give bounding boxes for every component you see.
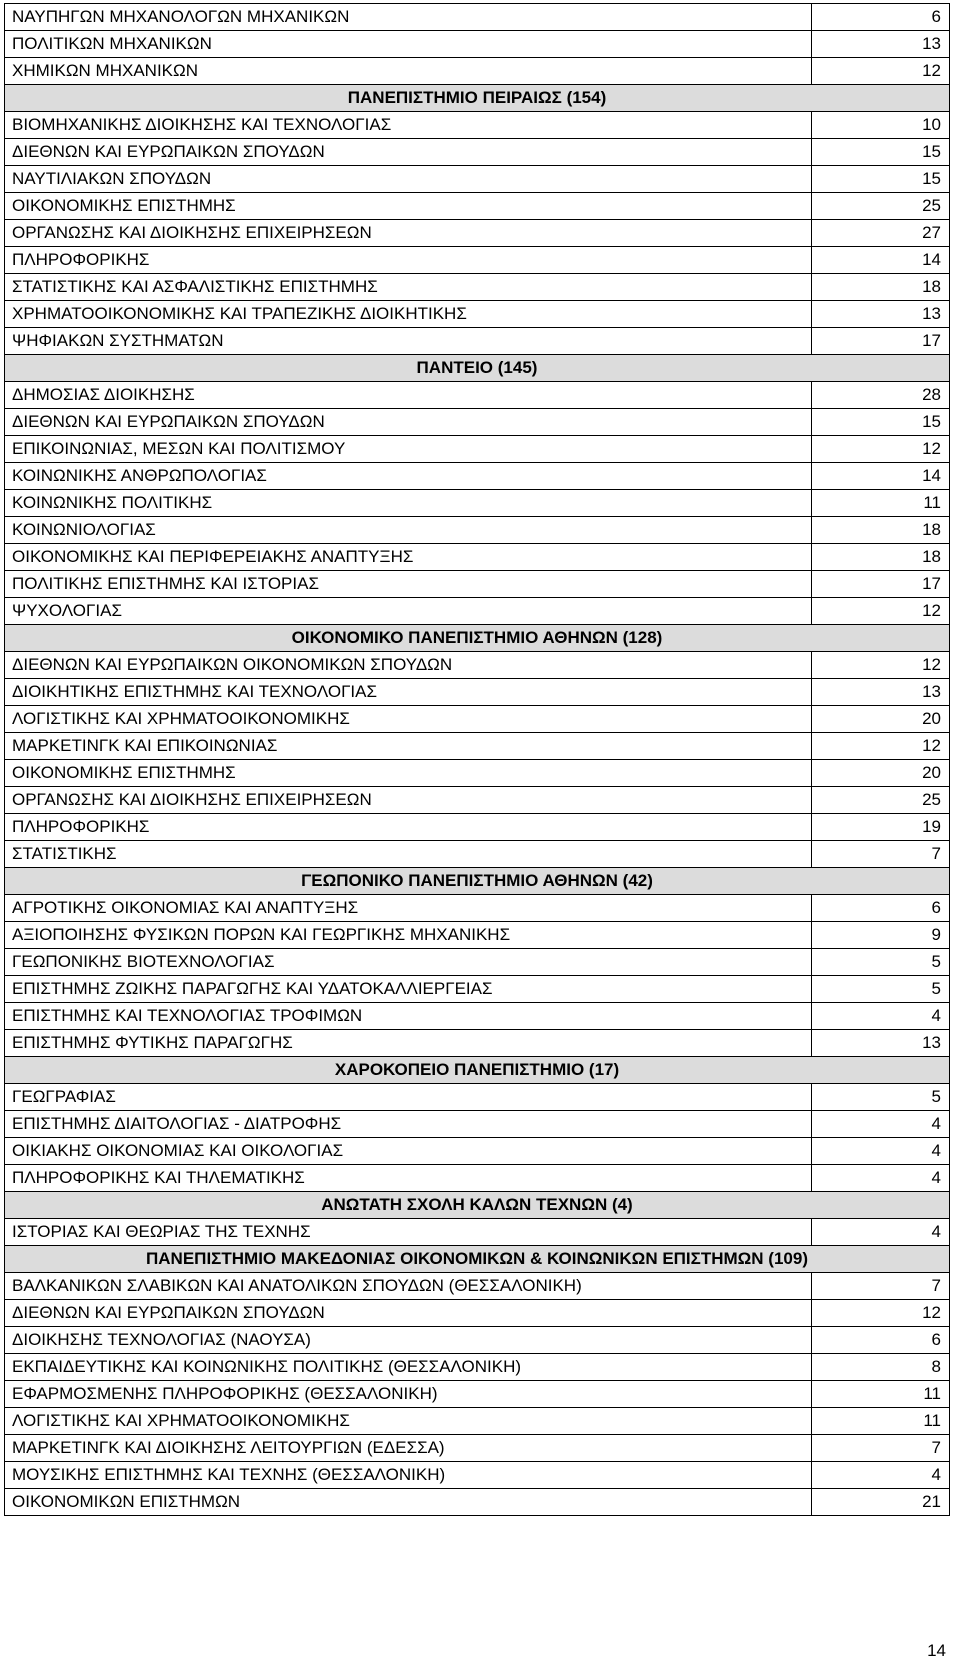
university-header: ΟΙΚΟΝΟΜΙΚΟ ΠΑΝΕΠΙΣΤΗΜΙΟ ΑΘΗΝΩΝ (128) xyxy=(5,625,950,652)
department-name: ΔΙΕΘΝΩΝ ΚΑΙ ΕΥΡΩΠΑΙΚΩΝ ΟΙΚΟΝΟΜΙΚΩΝ ΣΠΟΥΔΩΝ xyxy=(5,652,812,679)
department-count: 18 xyxy=(812,517,950,544)
table-row xyxy=(5,1084,950,1111)
department-count: 4 xyxy=(812,1462,950,1489)
university-header-row xyxy=(5,868,950,895)
department-name: ΟΙΚΙΑΚΗΣ ΟΙΚΟΝΟΜΙΑΣ ΚΑΙ ΟΙΚΟΛΟΓΙΑΣ xyxy=(5,1138,812,1165)
table-row xyxy=(5,517,950,544)
department-count: 4 xyxy=(812,1111,950,1138)
table-row xyxy=(5,58,950,85)
table-row xyxy=(5,112,950,139)
department-count: 4 xyxy=(812,1219,950,1246)
department-count: 21 xyxy=(812,1489,950,1516)
department-count: 6 xyxy=(812,4,950,31)
department-name: ΟΙΚΟΝΟΜΙΚΗΣ ΕΠΙΣΤΗΜΗΣ xyxy=(5,193,812,220)
table-row xyxy=(5,814,950,841)
department-name: ΟΡΓΑΝΩΣΗΣ ΚΑΙ ΔΙΟΙΚΗΣΗΣ ΕΠΙΧΕΙΡΗΣΕΩΝ xyxy=(5,787,812,814)
department-name: ΕΚΠΑΙΔΕΥΤΙΚΗΣ ΚΑΙ ΚΟΙΝΩΝΙΚΗΣ ΠΟΛΙΤΙΚΗΣ (ΘΕΣΣΑΛΟΝΙΚΗ) xyxy=(5,1354,812,1381)
department-name: ΣΤΑΤΙΣΤΙΚΗΣ ΚΑΙ ΑΣΦΑΛΙΣΤΙΚΗΣ ΕΠΙΣΤΗΜΗΣ xyxy=(5,274,812,301)
university-header: ΠΑΝΤΕΙΟ (145) xyxy=(5,355,950,382)
department-name: ΧΡΗΜΑΤΟΟΙΚΟΝΟΜΙΚΗΣ ΚΑΙ ΤΡΑΠΕΖΙΚΗΣ ΔΙΟΙΚΗΤΙΚΗΣ xyxy=(5,301,812,328)
department-count: 12 xyxy=(812,652,950,679)
department-name: ΔΙΕΘΝΩΝ ΚΑΙ ΕΥΡΩΠΑΙΚΩΝ ΣΠΟΥΔΩΝ xyxy=(5,139,812,166)
table-row xyxy=(5,1408,950,1435)
department-count: 13 xyxy=(812,31,950,58)
department-name: ΕΠΙΣΤΗΜΗΣ ΦΥΤΙΚΗΣ ΠΑΡΑΓΩΓΗΣ xyxy=(5,1030,812,1057)
table-row xyxy=(5,4,950,31)
university-header: ΧΑΡΟΚΟΠΕΙΟ ΠΑΝΕΠΙΣΤΗΜΙΟ (17) xyxy=(5,1057,950,1084)
department-name: ΛΟΓΙΣΤΙΚΗΣ ΚΑΙ ΧΡΗΜΑΤΟΟΙΚΟΝΟΜΙΚΗΣ xyxy=(5,1408,812,1435)
table-row xyxy=(5,1354,950,1381)
department-name: ΝΑΥΤΙΛΙΑΚΩΝ ΣΠΟΥΔΩΝ xyxy=(5,166,812,193)
department-name: ΟΙΚΟΝΟΜΙΚΗΣ ΕΠΙΣΤΗΜΗΣ xyxy=(5,760,812,787)
table-row xyxy=(5,1003,950,1030)
department-count: 25 xyxy=(812,787,950,814)
table-row xyxy=(5,1327,950,1354)
university-header: ΓΕΩΠΟΝΙΚΟ ΠΑΝΕΠΙΣΤΗΜΙΟ ΑΘΗΝΩΝ (42) xyxy=(5,868,950,895)
table-row xyxy=(5,1435,950,1462)
table-row xyxy=(5,463,950,490)
department-name: ΚΟΙΝΩΝΙΟΛΟΓΙΑΣ xyxy=(5,517,812,544)
department-name: ΕΠΙΚΟΙΝΩΝΙΑΣ, ΜΕΣΩΝ ΚΑΙ ΠΟΛΙΤΙΣΜΟΥ xyxy=(5,436,812,463)
university-header-row xyxy=(5,1057,950,1084)
department-count: 5 xyxy=(812,949,950,976)
university-header: ΑΝΩΤΑΤΗ ΣΧΟΛΗ ΚΑΛΩΝ ΤΕΧΝΩΝ (4) xyxy=(5,1192,950,1219)
department-count: 6 xyxy=(812,1327,950,1354)
table-row xyxy=(5,1462,950,1489)
department-count: 15 xyxy=(812,139,950,166)
department-count: 11 xyxy=(812,1408,950,1435)
table-row xyxy=(5,895,950,922)
department-name: ΛΟΓΙΣΤΙΚΗΣ ΚΑΙ ΧΡΗΜΑΤΟΟΙΚΟΝΟΜΙΚΗΣ xyxy=(5,706,812,733)
table-row xyxy=(5,220,950,247)
university-header-row xyxy=(5,355,950,382)
department-count: 12 xyxy=(812,733,950,760)
table-row xyxy=(5,679,950,706)
department-count: 11 xyxy=(812,490,950,517)
department-name: ΔΙΟΙΚΗΤΙΚΗΣ ΕΠΙΣΤΗΜΗΣ ΚΑΙ ΤΕΧΝΟΛΟΓΙΑΣ xyxy=(5,679,812,706)
table-row xyxy=(5,733,950,760)
table-row xyxy=(5,382,950,409)
department-count: 4 xyxy=(812,1003,950,1030)
department-name: ΠΛΗΡΟΦΟΡΙΚΗΣ xyxy=(5,247,812,274)
department-count: 12 xyxy=(812,58,950,85)
department-count: 15 xyxy=(812,409,950,436)
table-row xyxy=(5,1030,950,1057)
table-row xyxy=(5,301,950,328)
department-name: ΔΙΟΙΚΗΣΗΣ ΤΕΧΝΟΛΟΓΙΑΣ (ΝΑΟΥΣΑ) xyxy=(5,1327,812,1354)
department-count: 6 xyxy=(812,895,950,922)
department-name: ΚΟΙΝΩΝΙΚΗΣ ΠΟΛΙΤΙΚΗΣ xyxy=(5,490,812,517)
department-name: ΣΤΑΤΙΣΤΙΚΗΣ xyxy=(5,841,812,868)
page-number: 14 xyxy=(927,1641,946,1660)
department-name: ΑΞΙΟΠΟΙΗΣΗΣ ΦΥΣΙΚΩΝ ΠΟΡΩΝ ΚΑΙ ΓΕΩΡΓΙΚΗΣ ΜΗΧΑΝΙΚΗΣ xyxy=(5,922,812,949)
departments-table xyxy=(4,3,950,1516)
department-name: ΙΣΤΟΡΙΑΣ ΚΑΙ ΘΕΩΡΙΑΣ ΤΗΣ ΤΕΧΝΗΣ xyxy=(5,1219,812,1246)
department-count: 10 xyxy=(812,112,950,139)
table-row xyxy=(5,1111,950,1138)
table-row xyxy=(5,1165,950,1192)
table-row xyxy=(5,1273,950,1300)
table-row xyxy=(5,1219,950,1246)
department-count: 27 xyxy=(812,220,950,247)
table-row xyxy=(5,976,950,1003)
university-header-row xyxy=(5,625,950,652)
department-name: ΜΑΡΚΕΤΙΝΓΚ ΚΑΙ ΕΠΙΚΟΙΝΩΝΙΑΣ xyxy=(5,733,812,760)
department-count: 5 xyxy=(812,976,950,1003)
department-count: 12 xyxy=(812,436,950,463)
table-row xyxy=(5,841,950,868)
department-count: 12 xyxy=(812,1300,950,1327)
table-row xyxy=(5,760,950,787)
department-name: ΨΗΦΙΑΚΩΝ ΣΥΣΤΗΜΑΤΩΝ xyxy=(5,328,812,355)
department-count: 14 xyxy=(812,247,950,274)
table-row xyxy=(5,571,950,598)
department-count: 17 xyxy=(812,328,950,355)
department-name: ΟΡΓΑΝΩΣΗΣ ΚΑΙ ΔΙΟΙΚΗΣΗΣ ΕΠΙΧΕΙΡΗΣΕΩΝ xyxy=(5,220,812,247)
department-count: 17 xyxy=(812,571,950,598)
table-row xyxy=(5,706,950,733)
department-name: ΕΦΑΡΜΟΣΜΕΝΗΣ ΠΛΗΡΟΦΟΡΙΚΗΣ (ΘΕΣΣΑΛΟΝΙΚΗ) xyxy=(5,1381,812,1408)
department-name: ΠΟΛΙΤΙΚΗΣ ΕΠΙΣΤΗΜΗΣ ΚΑΙ ΙΣΤΟΡΙΑΣ xyxy=(5,571,812,598)
table-row xyxy=(5,274,950,301)
table-row xyxy=(5,166,950,193)
table-row xyxy=(5,598,950,625)
table-row xyxy=(5,1300,950,1327)
department-name: ΜΑΡΚΕΤΙΝΓΚ ΚΑΙ ΔΙΟΙΚΗΣΗΣ ΛΕΙΤΟΥΡΓΙΩΝ (ΕΔΕΣΣΑ) xyxy=(5,1435,812,1462)
department-count: 20 xyxy=(812,706,950,733)
department-name: ΑΓΡΟΤΙΚΗΣ ΟΙΚΟΝΟΜΙΑΣ ΚΑΙ ΑΝΑΠΤΥΞΗΣ xyxy=(5,895,812,922)
department-name: ΒΑΛΚΑΝΙΚΩΝ ΣΛΑΒΙΚΩΝ ΚΑΙ ΑΝΑΤΟΛΙΚΩΝ ΣΠΟΥΔΩΝ (ΘΕΣΣΑΛΟΝΙΚΗ) xyxy=(5,1273,812,1300)
department-name: ΜΟΥΣΙΚΗΣ ΕΠΙΣΤΗΜΗΣ ΚΑΙ ΤΕΧΝΗΣ (ΘΕΣΣΑΛΟΝΙΚΗ) xyxy=(5,1462,812,1489)
department-name: ΟΙΚΟΝΟΜΙΚΩΝ ΕΠΙΣΤΗΜΩΝ xyxy=(5,1489,812,1516)
department-count: 15 xyxy=(812,166,950,193)
department-count: 4 xyxy=(812,1138,950,1165)
department-count: 18 xyxy=(812,274,950,301)
table-row xyxy=(5,193,950,220)
department-name: ΓΕΩΠΟΝΙΚΗΣ ΒΙΟΤΕΧΝΟΛΟΓΙΑΣ xyxy=(5,949,812,976)
university-header: ΠΑΝΕΠΙΣΤΗΜΙΟ ΠΕΙΡΑΙΩΣ (154) xyxy=(5,85,950,112)
table-row xyxy=(5,787,950,814)
department-count: 14 xyxy=(812,463,950,490)
table-row xyxy=(5,1138,950,1165)
table-row xyxy=(5,1489,950,1516)
table-row xyxy=(5,328,950,355)
table-row xyxy=(5,31,950,58)
department-count: 20 xyxy=(812,760,950,787)
department-name: ΟΙΚΟΝΟΜΙΚΗΣ ΚΑΙ ΠΕΡΙΦΕΡΕΙΑΚΗΣ ΑΝΑΠΤΥΞΗΣ xyxy=(5,544,812,571)
department-count: 13 xyxy=(812,679,950,706)
department-name: ΨΥΧΟΛΟΓΙΑΣ xyxy=(5,598,812,625)
table-row xyxy=(5,139,950,166)
table-row xyxy=(5,409,950,436)
department-name: ΓΕΩΓΡΑΦΙΑΣ xyxy=(5,1084,812,1111)
department-count: 28 xyxy=(812,382,950,409)
university-header-row xyxy=(5,1246,950,1273)
department-name: ΠΛΗΡΟΦΟΡΙΚΗΣ xyxy=(5,814,812,841)
department-count: 18 xyxy=(812,544,950,571)
table-row xyxy=(5,544,950,571)
department-name: ΔΙΕΘΝΩΝ ΚΑΙ ΕΥΡΩΠΑΙΚΩΝ ΣΠΟΥΔΩΝ xyxy=(5,1300,812,1327)
table-row xyxy=(5,652,950,679)
table-row xyxy=(5,436,950,463)
department-name: ΠΟΛΙΤΙΚΩΝ ΜΗΧΑΝΙΚΩΝ xyxy=(5,31,812,58)
department-name: ΔΙΕΘΝΩΝ ΚΑΙ ΕΥΡΩΠΑΙΚΩΝ ΣΠΟΥΔΩΝ xyxy=(5,409,812,436)
table-row xyxy=(5,247,950,274)
department-count: 9 xyxy=(812,922,950,949)
department-name: ΧΗΜΙΚΩΝ ΜΗΧΑΝΙΚΩΝ xyxy=(5,58,812,85)
table-row xyxy=(5,1381,950,1408)
university-header: ΠΑΝΕΠΙΣΤΗΜΙΟ ΜΑΚΕΔΟΝΙΑΣ ΟΙΚΟΝΟΜΙΚΩΝ & ΚΟΙΝΩΝΙΚΩΝ ΕΠΙΣΤΗΜΩΝ (109) xyxy=(5,1246,950,1273)
table-row xyxy=(5,949,950,976)
department-count: 12 xyxy=(812,598,950,625)
department-count: 25 xyxy=(812,193,950,220)
department-count: 7 xyxy=(812,841,950,868)
department-name: ΒΙΟΜΗΧΑΝΙΚΗΣ ΔΙΟΙΚΗΣΗΣ ΚΑΙ ΤΕΧΝΟΛΟΓΙΑΣ xyxy=(5,112,812,139)
department-count: 8 xyxy=(812,1354,950,1381)
department-name: ΔΗΜΟΣΙΑΣ ΔΙΟΙΚΗΣΗΣ xyxy=(5,382,812,409)
department-count: 4 xyxy=(812,1165,950,1192)
department-count: 7 xyxy=(812,1273,950,1300)
department-count: 11 xyxy=(812,1381,950,1408)
university-header-row xyxy=(5,85,950,112)
department-count: 5 xyxy=(812,1084,950,1111)
department-count: 7 xyxy=(812,1435,950,1462)
department-name: ΕΠΙΣΤΗΜΗΣ ΚΑΙ ΤΕΧΝΟΛΟΓΙΑΣ ΤΡΟΦΙΜΩΝ xyxy=(5,1003,812,1030)
table-row xyxy=(5,922,950,949)
department-name: ΚΟΙΝΩΝΙΚΗΣ ΑΝΘΡΩΠΟΛΟΓΙΑΣ xyxy=(5,463,812,490)
department-name: ΠΛΗΡΟΦΟΡΙΚΗΣ ΚΑΙ ΤΗΛΕΜΑΤΙΚΗΣ xyxy=(5,1165,812,1192)
department-name: ΝΑΥΠΗΓΩΝ ΜΗΧΑΝΟΛΟΓΩΝ ΜΗΧΑΝΙΚΩΝ xyxy=(5,4,812,31)
table-row xyxy=(5,490,950,517)
department-name: ΕΠΙΣΤΗΜΗΣ ΖΩΙΚΗΣ ΠΑΡΑΓΩΓΗΣ ΚΑΙ ΥΔΑΤΟΚΑΛΛΙΕΡΓΕΙΑΣ xyxy=(5,976,812,1003)
university-header-row xyxy=(5,1192,950,1219)
department-count: 13 xyxy=(812,1030,950,1057)
department-count: 13 xyxy=(812,301,950,328)
departments-table-body xyxy=(5,4,950,1516)
department-count: 19 xyxy=(812,814,950,841)
department-name: ΕΠΙΣΤΗΜΗΣ ΔΙΑΙΤΟΛΟΓΙΑΣ - ΔΙΑΤΡΟΦΗΣ xyxy=(5,1111,812,1138)
